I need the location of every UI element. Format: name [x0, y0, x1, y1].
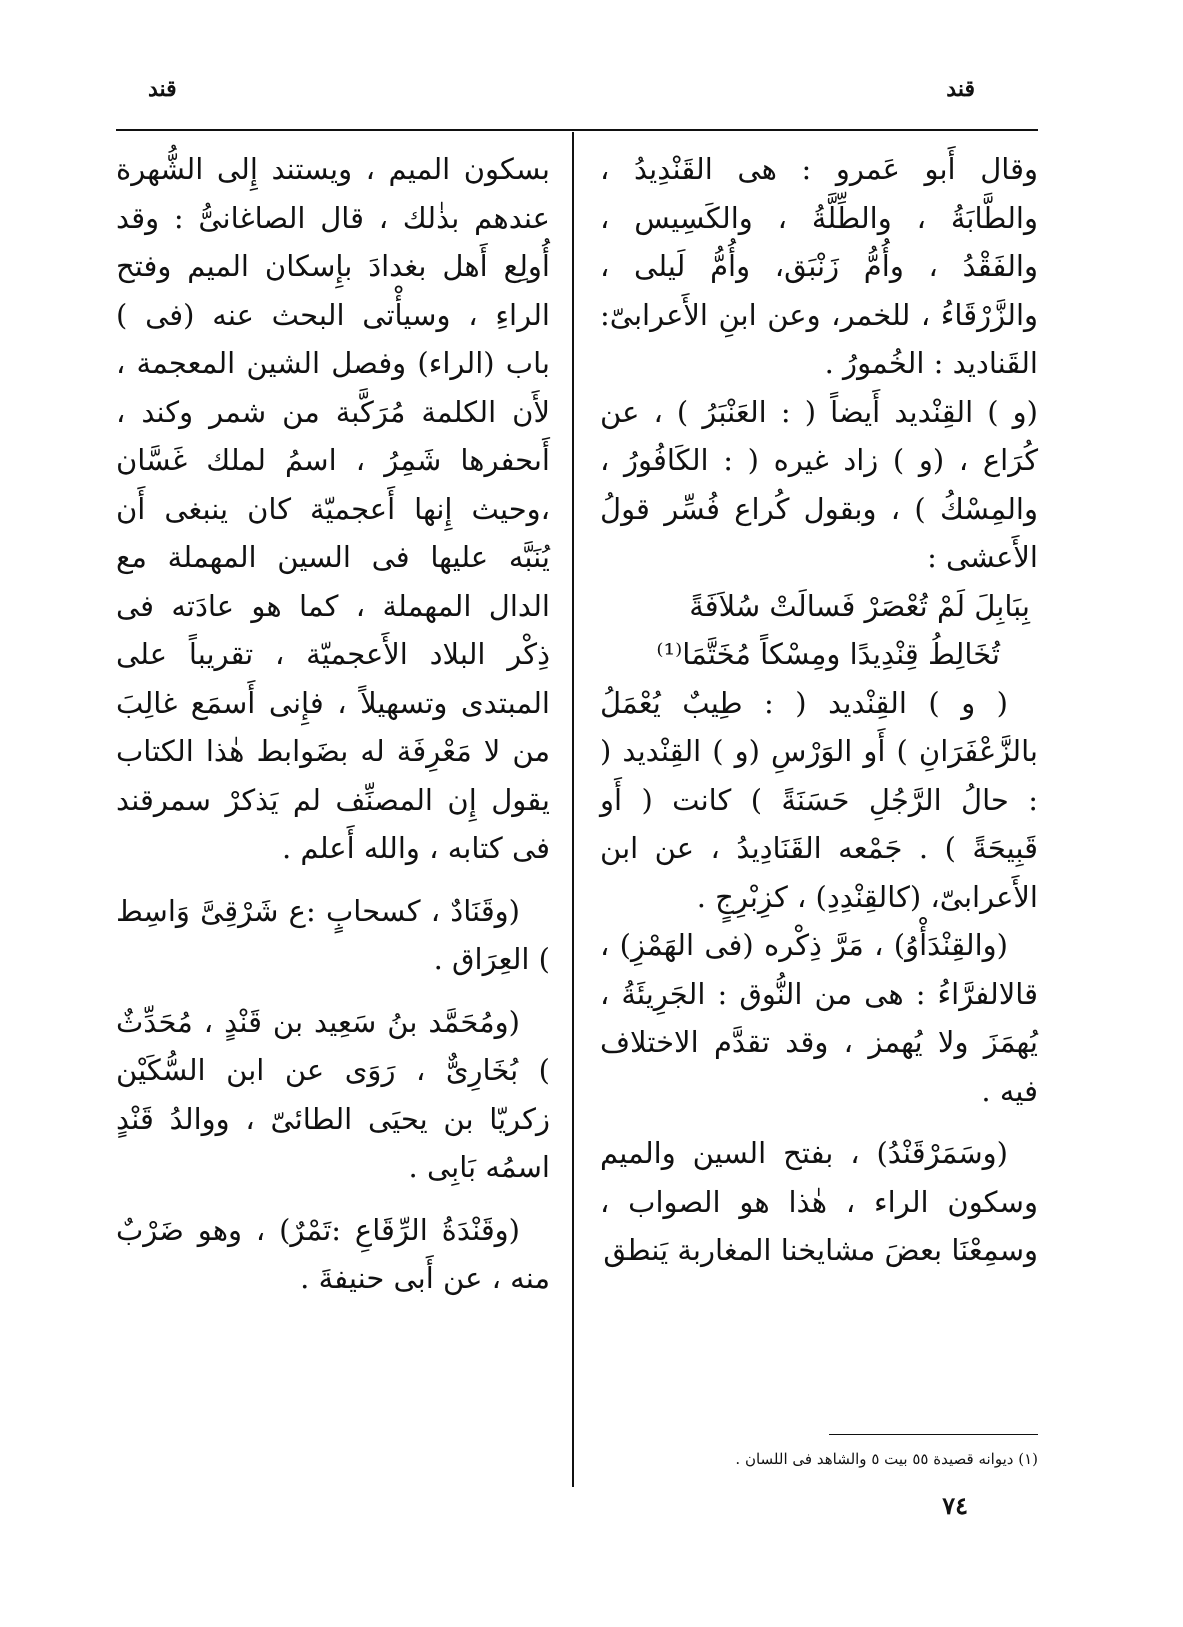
running-head-left: قند — [148, 76, 177, 102]
entry-paragraph: بسكون الميم ، ويستند إِلى الشُّهرة عندهم بذٰلك ، قال الصاغانىُّ : وقد أُولِع أَهل بغدادَ بإِسكان الميم وفتح الراءِ ، وسيأْتى البحث عنه (فى ) باب (الراء) وفصل الشين المعجمة ، لأَن الكلمة مُرَكَّبة من شمر وكند ، أَىحفرها شَمِرُ ، اسمُ لملك غَسَّان ،وحيث إِنها أَعجميّة كان ينبغى أَن يُنَبَّه عليها فى السين المهملة مع الدال المهملة ، كما هو عادَته فى ذِكْر البلاد الأَعجميّة ، تقريباً على المبتدى وتسهيلاً ، فإِنى أَسمَع غالِبَ من لا مَعْرِفَة له بضَوابط هٰذا الكتاب يقول إِن المصنِّف لم يَذكرْ سمرقند فى كتابه ، والله أَعلم . — [116, 152, 550, 865]
entry-paragraph: ( و ) القِنْديد ( : طِيبٌ يُعْمَلُ بالزَّعْفَرَانِ ) أَو الوَرْسِ (و ) القِنْديد ( : حالُ الرَّجُلِ حَسَنَةً ) كانت ( أَو قَبِيحَةً ) . جَمْعه القَنَادِيدُ ، عن ابن الأَعرابىّ، (كالقِنْدِدِ) ، كزِبْرِجٍ . — [600, 685, 1038, 914]
right-column — [600, 145, 1038, 1275]
entry-paragraph: (والقِنْدَأْوُ) ، مَرَّ ذِكْره (فى الهَمْزِ) ، قالالفرَّاءُ : هى من النُّوق : الجَرِيئَةُ ، يُهمَزَ ولا يُهمز ، وقد تقدَّم الاختلاف فيه . — [600, 928, 1038, 1108]
entry-paragraph: (وسَمَرْقَنْدُ) ، بفتح السين والميم وسكون الراء ، هٰذا هو الصواب ، وسمِعْنَا بعضَ مشايخنا المغاربة يَنطق — [600, 1136, 1038, 1267]
verse-line: بِبَابِلَ لَمْ تُعْصَرْ فَسالَتْ سُلاَفَةً — [689, 588, 1030, 623]
entry-paragraph: (ومُحَمَّد بنُ سَعِيد بن قَنْدٍ ، مُحَدِّثٌ ) بُخَارِىٌّ ، رَوَى عن ابن السُّكَيْن زكريّا بن يحيَى الطائىّ ، ووالدُ قَنْدٍ اسمُه بَابِى . — [116, 1004, 550, 1184]
entry-paragraph: (وقَنْدَةُ الرِّقَاعِ :تَمْرٌ) ، وهو ضَرْبٌ منه ، عن أَبى حنيفةَ . — [116, 1212, 550, 1295]
footnote-rule — [829, 1434, 1038, 1435]
page-number: ٧٤ — [942, 1491, 968, 1520]
column-divider — [572, 132, 574, 1487]
entry-paragraph: وقال أَبو عَمرو : هى القَنْدِيدُ ، والطَّابَةُ ، والطِّلَّةُ ، والكَسِيس ، والفَقْدُ ، وأُمُّ زَنْبَق، وأُمُّ لَيلى ، والزَّرْقَاءُ ، للخمر، وعن ابنِ الأَعرابىّ: القَناديد : الخُمورُ . — [600, 152, 1038, 380]
entry-paragraph: (وقَنَادٌ ، كسحابٍ :ع شَرْقِىَّ وَاسِط ) العِرَاق . — [116, 893, 550, 976]
verse-line: تُخَالِطُ قِنْدِيدًا ومِسْكاً مُخَتَّمَا⁽¹⁾ — [656, 637, 1000, 671]
footnote: (١) ديوانه قصيدة ٥٥ بيت ٥ والشاهد فى اللسان . — [735, 1450, 1038, 1468]
header-rule — [116, 129, 1038, 131]
left-column — [116, 145, 550, 1303]
running-head-right: قند — [946, 76, 975, 102]
entry-paragraph: (و ) القِنْديد أَيضاً ( : العَنْبَرُ ) ، عن كُرَاع ، (و ) زاد غيره ( : الكَافُورُ ، والمِسْكُ ) ، وبقول كُراع فُسِّر قولُ الأَعشى : — [600, 394, 1038, 574]
